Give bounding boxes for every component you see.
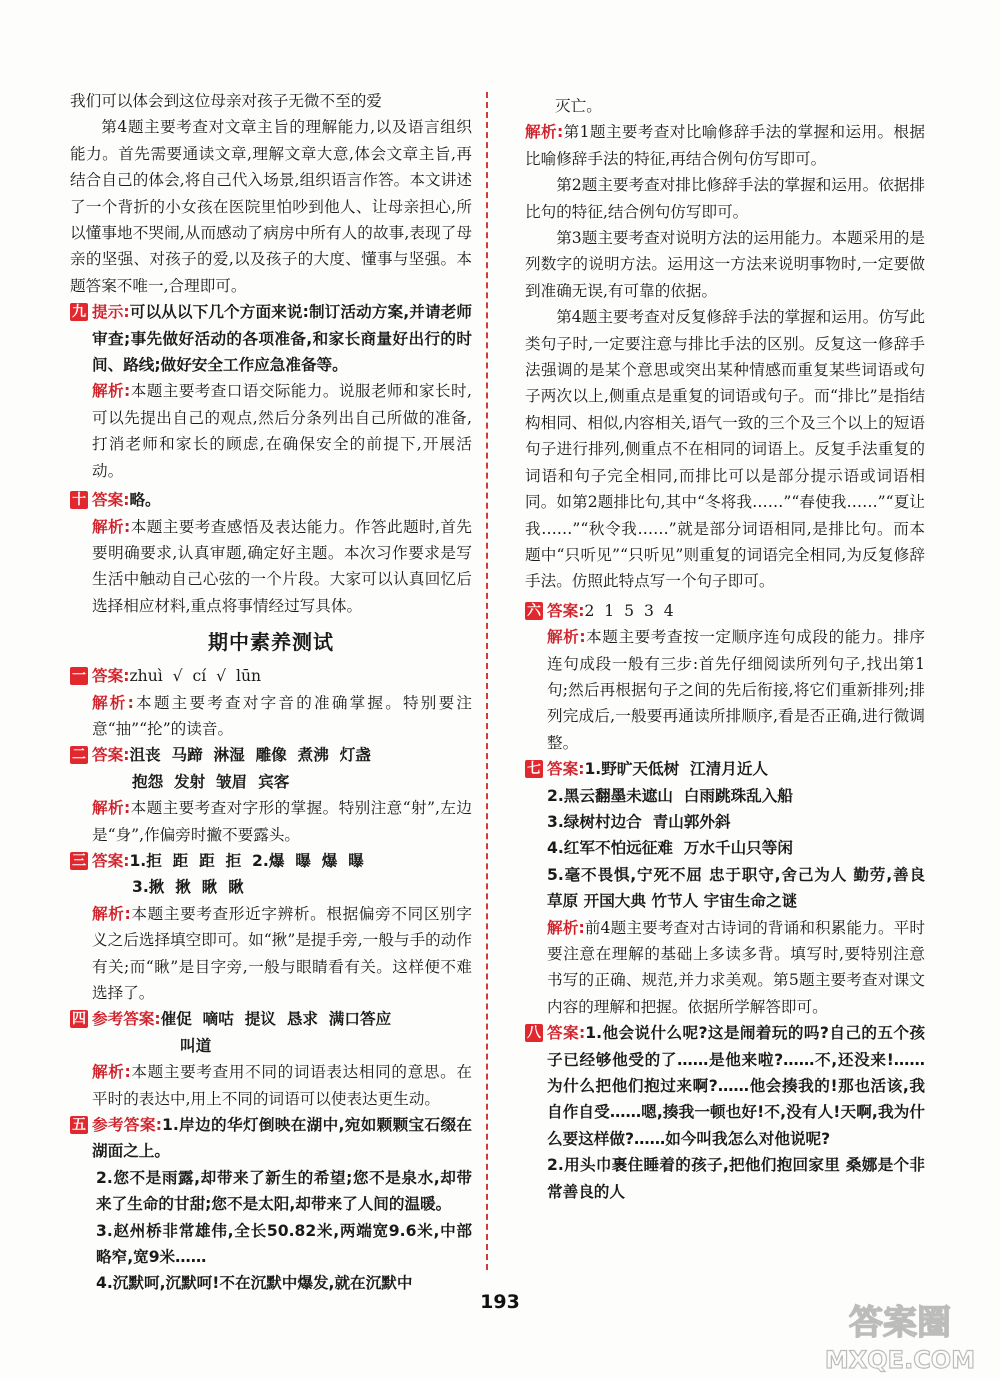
left-column (70, 88, 472, 1297)
item-number: 1. (129, 851, 147, 870)
section-1 (70, 663, 472, 689)
analysis-label: 解析: (547, 918, 585, 937)
right-column (525, 93, 925, 1205)
analysis-text: 本题主要考查对字形的掌握。特别注意“射”,左边是“身”,作偏旁时撇不要露头。 (92, 799, 472, 844)
answer-line-2: 抱怨 发射 皱眉 宾客 (132, 772, 290, 791)
section-number-badge: 九 (72, 304, 86, 321)
section-number-badge: 一 (72, 668, 86, 685)
section-9 (70, 299, 472, 378)
hint-label: 提示: (92, 303, 130, 322)
analysis-text: 本题主要考查形近字辨析。根据偏旁不同区别字义之后选择填空即可。如“揪”是提手旁,一般与手的动作有关;而“瞅”是目字旁,一般与眼睛看有关。这样便不难选择了。 (92, 904, 472, 1002)
answer-line-2: 叫道 (180, 1036, 212, 1055)
answer-label: 答案: (547, 1024, 586, 1043)
answer-text: 爆 曝 爆 曝 (268, 851, 364, 870)
answer-label: 答案: (547, 601, 585, 620)
analysis-label: 解析: (92, 693, 134, 712)
answer-text: 野旷天低树 江清月近人 (601, 760, 769, 779)
section-10 (70, 487, 472, 513)
section-6 (525, 598, 925, 624)
analysis-text: 本题主要考查感悟及表达能力。作答此题时,首先要明确要求,认真审题,确定好主题。本次习作要求是写生活中触动自己心弦的一个片段。大家可以认真回忆后选择相应材料,重点将事情经过写具体。 (92, 517, 472, 615)
section-number-badge: 六 (527, 602, 541, 619)
answer-label: 答案: (547, 760, 585, 779)
section-number-badge: 八 (527, 1025, 541, 1042)
section-title: 期中素养测试 (208, 630, 334, 655)
item-number: 3. (547, 812, 564, 831)
section-3 (70, 848, 472, 901)
answer-text: 他会说什么呢?这是闹着玩的吗?自己的五个孩子已经够他受的了……是他来啦?……不,还没来!……为什么把他们抱过来啊?……他会揍我的!那也活该,我自作自受……嗯,揍我一顿也好!不,没有人!天啊,我为什么要这样做?……如今叫我怎么对他说呢? (547, 1024, 925, 1148)
column-divider (486, 92, 488, 1270)
analysis-text: 本题主要考查按一定顺序连句成段的能力。排序连句成段一般有三步:首先仔细阅读所列句子,找出第1句;然后再根据句子之间的先后衔接,将它们重新排列;排列完成后,一般要再通读所排顺序,看是否正确,进行微调整。 (547, 628, 925, 752)
analysis-label: 解析: (92, 904, 131, 923)
watermark-logo (820, 1298, 980, 1378)
answer-text: 毫不畏惧,宁死不屈 忠于职守,舍己为人 勤劳,善良 草原 开国大典 竹节人 宇宙生命之谜 (547, 865, 925, 911)
answer-text: 岸边的华灯倒映在湖中,宛如颗颗宝石缀在湖面之上。 (92, 1116, 472, 1161)
item-number: 2. (547, 1156, 564, 1175)
answer-line-1: 沮丧 马蹄 淋湿 雕像 煮沸 灯盏 (129, 746, 371, 765)
section-number-badge: 二 (72, 747, 86, 764)
analysis-text: 前4题主要考查对古诗词的背诵和积累能力。平时要注意在理解的基础上多读多背。填写时,要特别注意书写的正确、规范,并力求美观。第5题主要考查对课文内容的理解和把握。依据所学解答即可。 (547, 918, 926, 1016)
analysis-label: 解析: (92, 799, 131, 818)
section-7 (525, 756, 925, 782)
analysis-text: 本题主要考查口语交际能力。说服老师和家长时,可以先提出自己的观点,然后分条列出自己所做的准备,打消老师和家长的顾虑,在确保安全的前提下,开展活动。 (92, 382, 472, 480)
item-number: 4. (96, 1274, 113, 1293)
answer-text: 黑云翻墨未遮山 白雨跳珠乱入船 (563, 786, 793, 805)
left-paragraph-1: 我们可以体会到这位母亲对孩子无微不至的爱 (70, 92, 382, 110)
section-number-badge: 十 (72, 492, 86, 509)
item-number: 1. (584, 760, 602, 779)
section-8 (525, 1020, 925, 1152)
item-number: 3. (96, 1221, 113, 1240)
answer-label: 答案: (92, 746, 130, 765)
section-4 (70, 1006, 472, 1059)
analysis-label: 解析: (92, 517, 131, 536)
item-number: 1. (585, 1024, 603, 1043)
section-number-badge: 七 (527, 761, 541, 778)
answer-line-1: 催促 嘀咕 提议 恳求 满口答应 (160, 1010, 392, 1029)
analysis-label: 解析: (92, 1063, 131, 1082)
answer-text: zhuì √ cí √ lūn (129, 667, 262, 686)
section-5 (70, 1112, 472, 1297)
hint-text: 可以从以下几个方面来说:制订活动方案,并请老师审查;事先做好活动的各项准备,和家长商量好出行的时间、路线;做好安全工作应急准备等。 (92, 303, 472, 375)
analysis-label: 解析: (525, 123, 564, 142)
page-number: 193 (480, 1291, 520, 1313)
item-number: 2. (96, 1168, 113, 1187)
section-number-badge: 四 (72, 1011, 86, 1028)
answer-text: 揪 揪 瞅 瞅 (148, 878, 244, 897)
analysis-paragraph-2: 第2题主要考查对排比修辞手法的掌握和运用。依据排比句的特征,结合例句仿写即可。 (525, 176, 925, 221)
analysis-paragraph-4: 第4题主要考查对反复修辞手法的掌握和运用。仿写此类句子时,一定要注意与排比手法的区别。反复这一修辞手法强调的是某个意思或突出某种情感而重复某些词语或句子两次以上,侧重点是重复的词语或句子。而“排比”是指结构相同、相似,内容相关,语气一致的三个及三个以上的短语句子进行排列,侧重点不在相同的词语上。反复手法重复的词语和句子完全相同,而排比可以是部分提示语或词语相同。如第2题排比句,其中“冬将我……”“春使我……”“夏让我……”“秋令我……”就是部分词语相同,是排比句。而本题中“只听见”“只听见”则重复的词语完全相同,为反复修辞手法。仿照此特点写一个句子即可。 (525, 308, 925, 591)
section-2 (70, 742, 472, 795)
answer-text: 沉默呵,沉默呵!不在沉默中爆发,就在沉默中 (112, 1274, 413, 1293)
answer-text: 赵州桥非常雄伟,全长50.82米,两端宽9.6米,中部略窄,宽9米…… (96, 1221, 472, 1267)
answer-text: 略。 (129, 491, 161, 510)
analysis-text: 本题主要考查用不同的词语表达相同的意思。在平时的表达中,用上不同的词语可以使表达更生动。 (92, 1063, 472, 1108)
watermark-url: MXQE.COM (824, 1346, 976, 1374)
answer-text: 拒 距 距 拒 (146, 851, 242, 870)
watermark-text: 答案圈 (849, 1303, 951, 1343)
item-number: 2. (547, 786, 564, 805)
item-number: 2. (252, 851, 269, 870)
item-number: 3. (132, 878, 149, 897)
analysis-text: 本题主要考查对字音的准确掌握。特别要注意“抽”“抡”的读音。 (92, 693, 472, 738)
item-number: 4. (547, 839, 564, 858)
answer-text: 您不是雨露,却带来了新生的希望;您不是泉水,却带来了生命的甘甜;您不是太阳,却带来了人间的温暖。 (96, 1168, 472, 1214)
item-number: 5. (547, 865, 564, 884)
answer-text: 2 1 5 3 4 (584, 601, 674, 620)
section-number-badge: 五 (72, 1117, 86, 1134)
analysis-paragraph-3: 第3题主要考查对说明方法的运用能力。本题采用的是列数字的说明方法。运用这一方法来说明事物时,一定要做到准确无误,有可靠的依据。 (525, 229, 925, 300)
left-paragraph-2: 第4题主要考查对文章主旨的理解能力,以及语言组织能力。首先需要通读文章,理解文章大意,体会文章主旨,再结合自己的体会,将自己代入场景,组织语言作答。本文讲述了一个背折的小女孩在医院里怕吵到他人、让母亲担心,所以懂事地不哭闹,从而感动了病房中所有人的故事,表现了母亲的坚强、对孩子的爱,以及孩子的大度、懂事与坚强。本题答案不唯一,合理即可。 (70, 118, 472, 295)
analysis-text: 第1题主要考查对比喻修辞手法的掌握和运用。根据比喻修辞手法的特征,再结合例句仿写即可。 (525, 123, 925, 168)
analysis-label: 解析: (547, 628, 586, 647)
answer-label: 参考答案: (92, 1116, 162, 1135)
analysis-label: 解析: (92, 382, 131, 401)
item-number: 1. (162, 1116, 179, 1135)
answer-text: 红军不怕远征难 万水千山只等闲 (563, 839, 793, 858)
answer-text: 绿树村边合 青山郭外斜 (563, 812, 731, 831)
answer-label: 参考答案: (92, 1010, 161, 1029)
answer-label: 答案: (92, 851, 130, 870)
continued-text: 灭亡。 (555, 97, 602, 115)
answer-text: 用头巾裹住睡着的孩子,把他们抱回家里 桑娜是个非常善良的人 (547, 1156, 925, 1201)
answer-label: 答案: (92, 667, 130, 686)
section-number-badge: 三 (72, 852, 86, 869)
answer-label: 答案: (92, 491, 130, 510)
